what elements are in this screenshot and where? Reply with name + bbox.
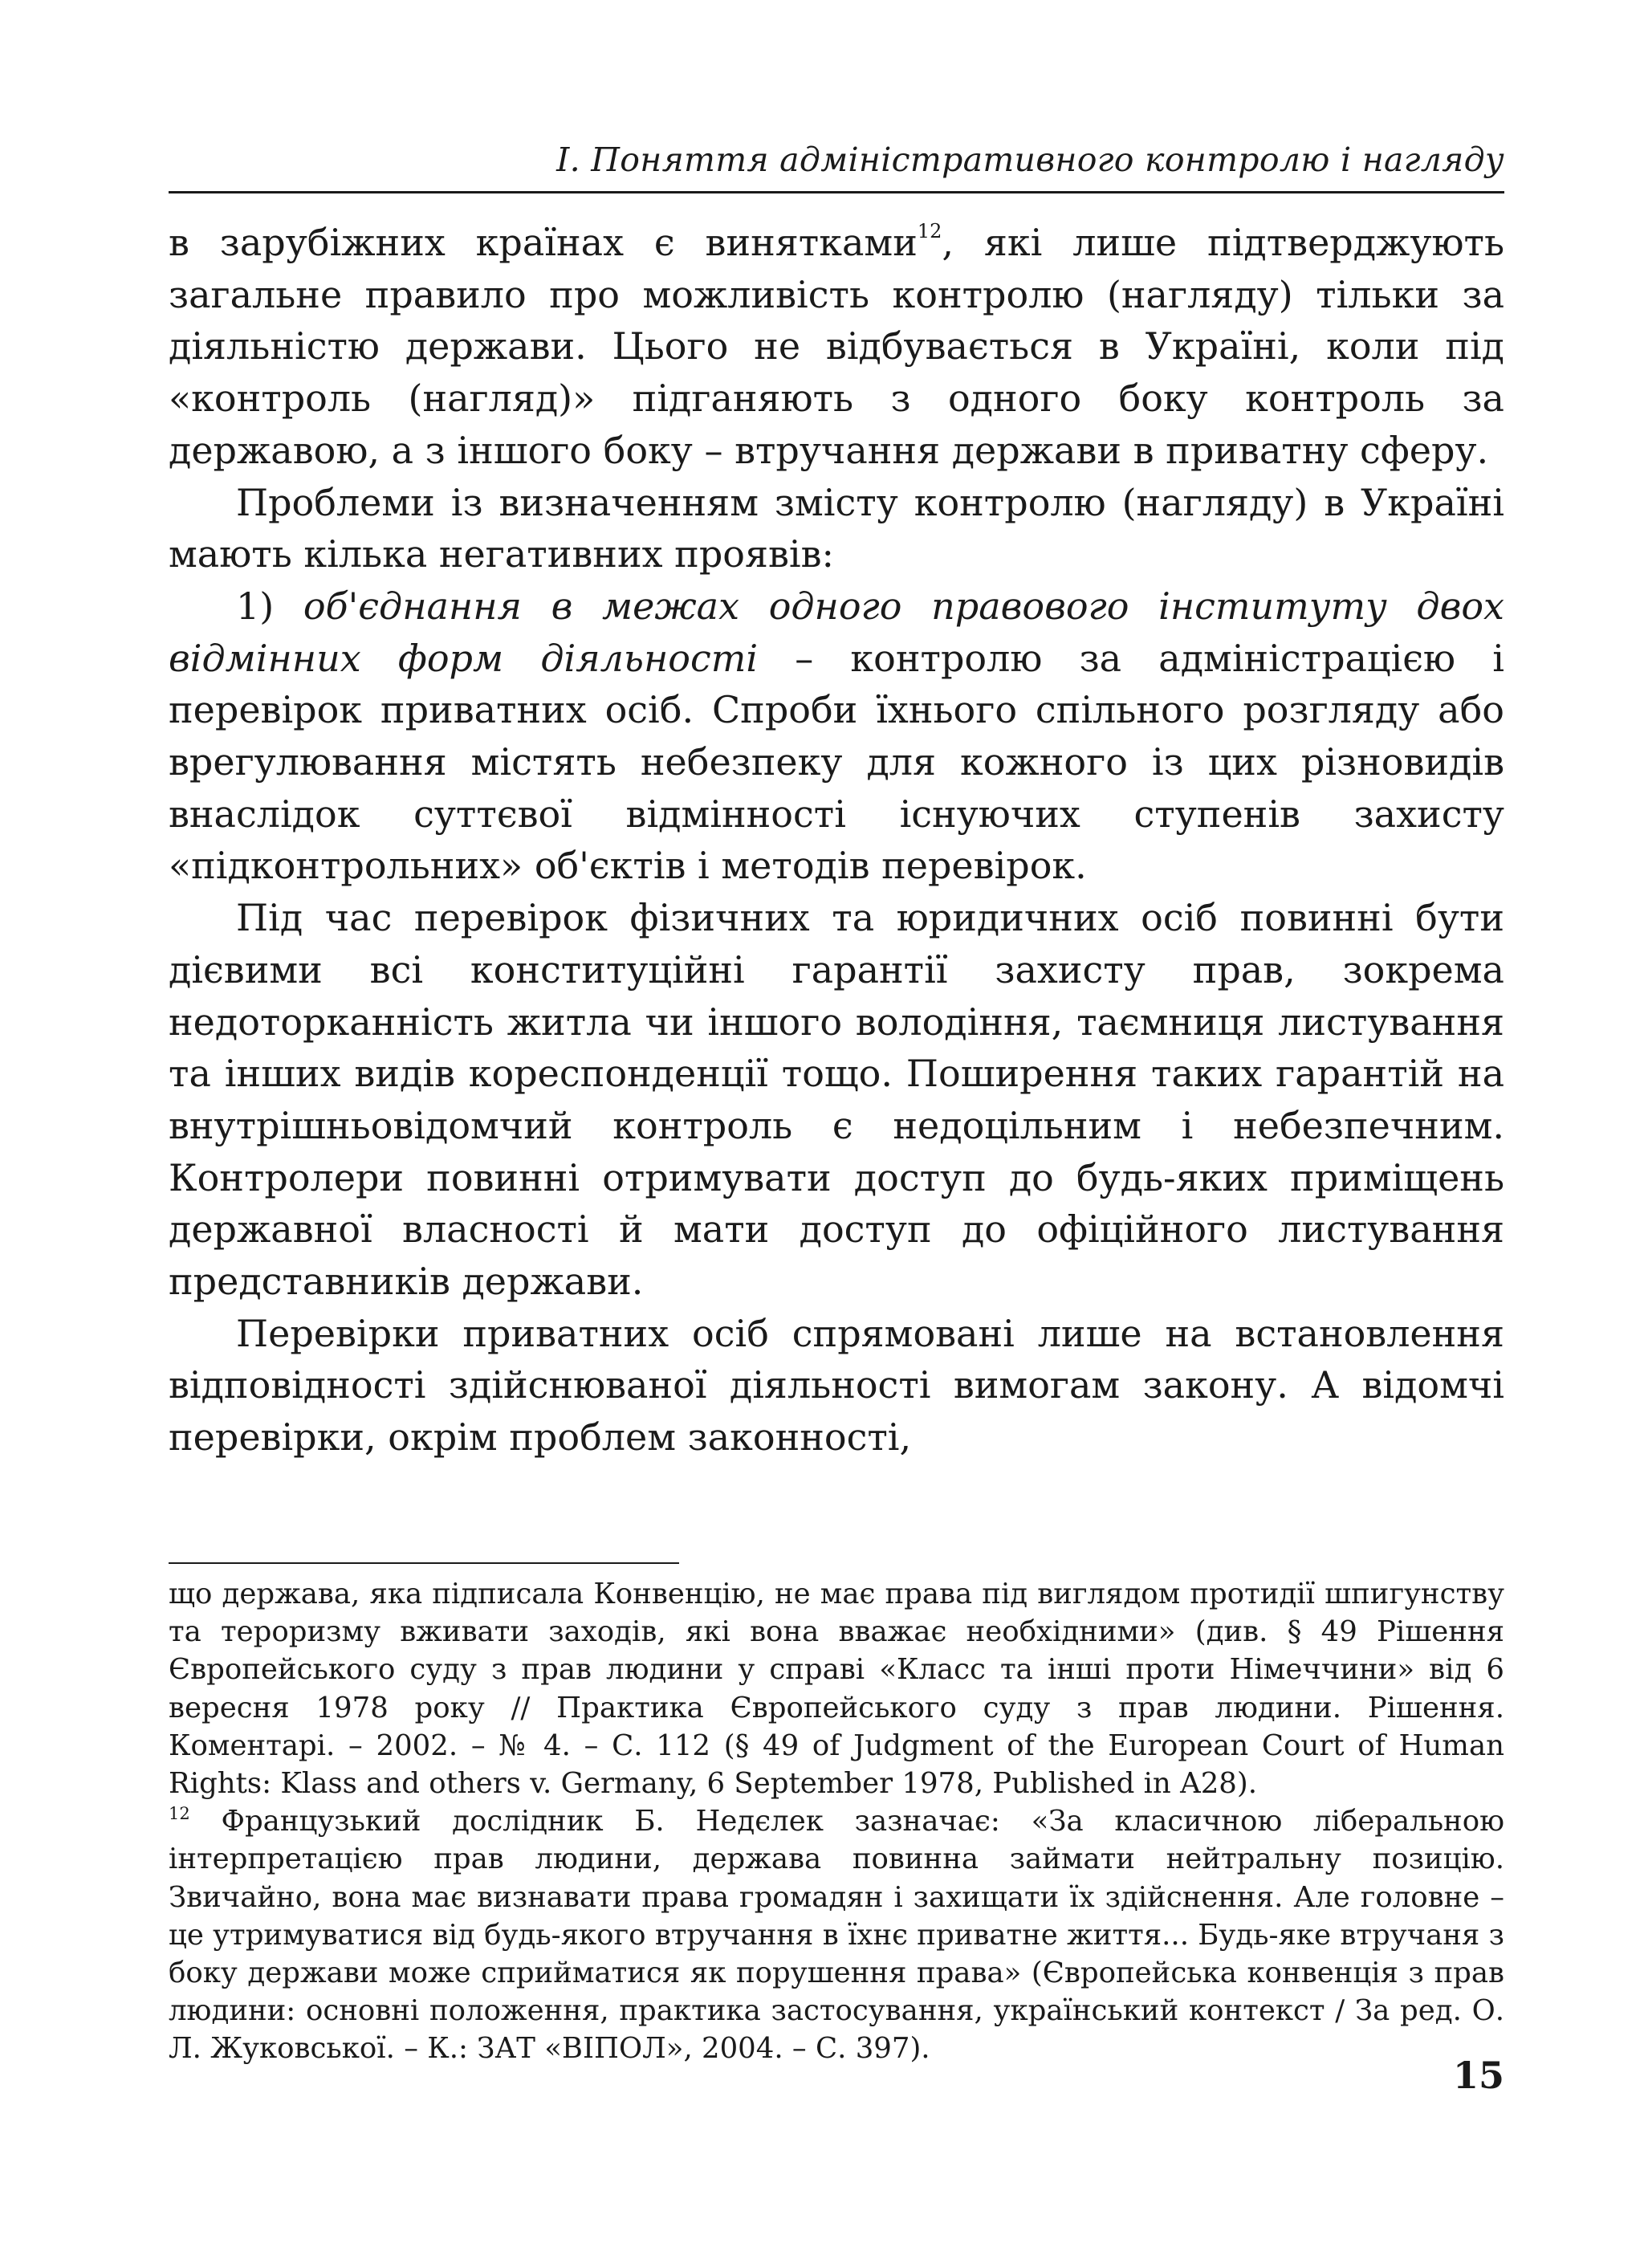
paragraph-3-rest: – контролю за адміністрацією і перевірок приватних осіб. Спроби їхнього спільного розгляду або врегулювання містять небезпеку для кожного із цих різновидів внаслідок суттєвої відмінності існуючих ступенів захисту «підконтрольних» об'єктів і методів перевірок. — [169, 636, 1504, 888]
footnotes — [169, 1575, 1504, 2068]
paragraph-1-rest: , які лише підтверджують загальне правило про можливість контролю (нагляду) тільки за діяльністю держави. Цього не відбувається в Україні, коли під «контроль (нагляд)» підганяють з одного боку контроль за державою, а з іншого боку – втручання держави в приватну сферу. — [169, 221, 1504, 472]
paragraph-4: Під час перевірок фізичних та юридичних осіб повинні бути дієвими всі конституційні гарантії захисту прав, зокрема недоторканність житла чи іншого володіння, таємниця листування та інших видів кореспонденції тощо. Поширення таких гарантій на внутрішньовідомчий контроль є недоцільним і небезпечним. Контролери повинні отримувати доступ до будь-яких приміщень державної власності й мати доступ до офіційного листування представників держави. — [169, 896, 1504, 1304]
footnote-rule — [169, 1562, 679, 1564]
footnote-12-number: 12 — [169, 1804, 190, 1824]
paragraph-1-start: в зарубіжних країнах є винятками — [169, 221, 918, 264]
paragraph-5: Перевірки приватних осіб спрямовані лише на встановлення відповідності здійснюваної діяльності вимогам закону. А відомчі перевірки, окрім проблем законності, — [169, 1311, 1504, 1460]
header-rule — [169, 191, 1504, 193]
footnote-ref-12: 12 — [917, 220, 942, 242]
main-text — [169, 217, 1504, 1464]
footnote-continued: що держава, яка підписала Конвенцію, не має права під виглядом протидії шпигунству та тероризму вживати заходів, які вона вважає необхідними» (див. § 49 Рішення Європейського суду з прав людини у справі «Класс та інші проти Німеччини» від 6 вересня 1978 року // Практика Європейського суду з прав людини. Рішення. Коментарі. – 2002. – № 4. – С. 112 (§ 49 of Judgment of the European Court of Human Rights: Klass and others v. Germany, 6 September 1978, Published in A28). — [169, 1578, 1504, 1801]
paragraph-1 — [169, 217, 1504, 477]
page-number: 15 — [1452, 2054, 1504, 2097]
running-header: І. Поняття адміністративного контролю і нагляду — [556, 140, 1504, 179]
emphasized-phrase: об'єднання в межах одного правового інституту двох відмінних форм діяльності — [169, 584, 1504, 680]
footnote-12-text: Французький дослідник Б. Недєлек зазначає: «За класичною ліберальною інтерпретацією прав людини, держава повинна займати нейтральну позицію. Звичайно, вона має визнавати права громадян і захищати їх здійснення. Але головне – це утримуватися від будь-якого втручання в їхнє приватне життя... Будь-яке втручаня з боку держави може сприйматися як порушення права» (Європейська конвенція з прав людини: основні положення, практика застосування, український контекст / За ред. О. Л. Жуковської. – К.: ЗАТ «ВІПОЛ», 2004. – С. 397). — [169, 1805, 1504, 2066]
paragraph-3 — [169, 580, 1504, 892]
book-page — [169, 0, 1504, 2268]
paragraph-2: Проблеми із визначенням змісту контролю (нагляду) в Україні мають кілька негативних проявів: — [169, 480, 1504, 576]
list-number: 1) — [236, 584, 303, 628]
footnote-12 — [169, 1802, 1504, 2067]
